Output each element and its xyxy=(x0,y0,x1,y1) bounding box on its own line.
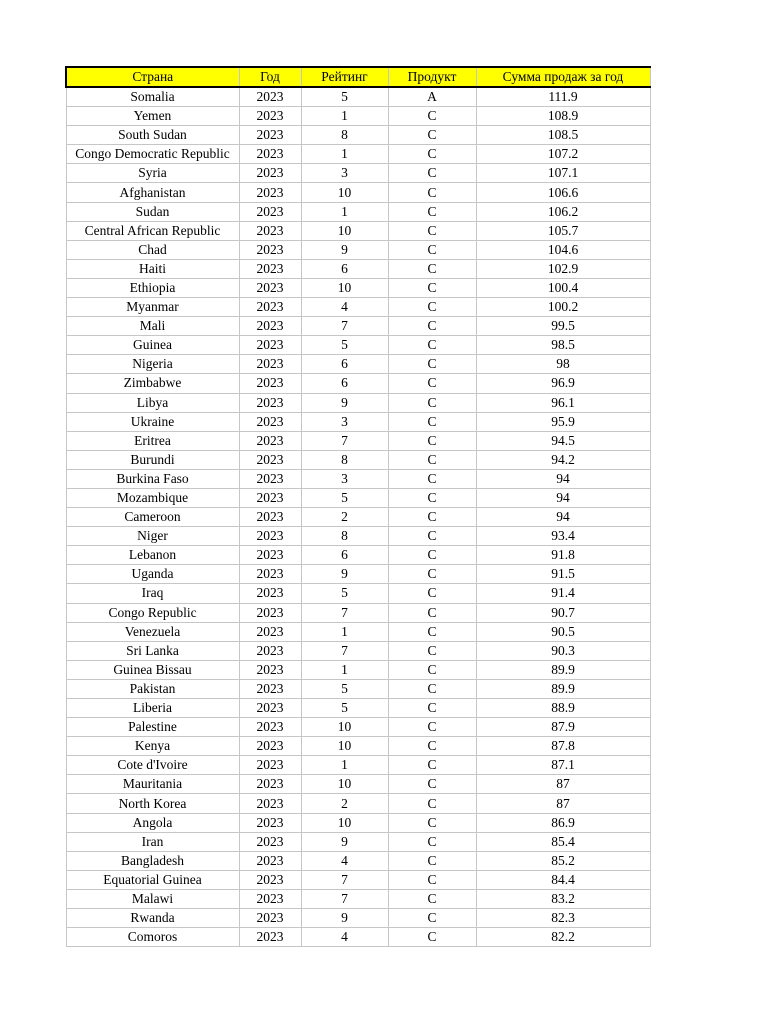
cell-year[interactable]: 2023 xyxy=(239,87,301,107)
cell-rating[interactable]: 8 xyxy=(301,527,388,546)
table-row xyxy=(66,527,650,546)
cell-rating[interactable]: 10 xyxy=(301,221,388,240)
cell-rating[interactable]: 9 xyxy=(301,393,388,412)
cell-product[interactable]: C xyxy=(388,679,476,698)
cell-rating[interactable]: 1 xyxy=(301,622,388,641)
cell-product[interactable]: C xyxy=(388,317,476,336)
cell-country[interactable]: Chad xyxy=(66,240,239,259)
cell-sales-sum[interactable]: 90.7 xyxy=(476,603,650,622)
cell-sales-sum[interactable]: 84.4 xyxy=(476,870,650,889)
cell-sales-sum[interactable]: 85.4 xyxy=(476,832,650,851)
cell-sales-sum[interactable]: 93.4 xyxy=(476,527,650,546)
cell-country[interactable]: Ethiopia xyxy=(66,278,239,297)
table-row xyxy=(66,832,650,851)
cell-sales-sum[interactable]: 89.9 xyxy=(476,679,650,698)
cell-country[interactable]: Equatorial Guinea xyxy=(66,870,239,889)
cell-rating[interactable]: 10 xyxy=(301,813,388,832)
cell-rating[interactable]: 1 xyxy=(301,145,388,164)
table-row xyxy=(66,183,650,202)
cell-year[interactable]: 2023 xyxy=(239,832,301,851)
table-row xyxy=(66,718,650,737)
cell-country[interactable]: Burundi xyxy=(66,450,239,469)
cell-product[interactable]: C xyxy=(388,221,476,240)
cell-year[interactable]: 2023 xyxy=(239,469,301,488)
cell-rating[interactable]: 7 xyxy=(301,317,388,336)
cell-sales-sum[interactable]: 91.4 xyxy=(476,584,650,603)
cell-product[interactable]: C xyxy=(388,298,476,317)
cell-product[interactable]: C xyxy=(388,699,476,718)
cell-rating[interactable]: 10 xyxy=(301,183,388,202)
cell-country[interactable]: Lebanon xyxy=(66,546,239,565)
cell-year[interactable]: 2023 xyxy=(239,298,301,317)
cell-year[interactable]: 2023 xyxy=(239,546,301,565)
cell-rating[interactable]: 5 xyxy=(301,488,388,507)
cell-year[interactable]: 2023 xyxy=(239,393,301,412)
table-row xyxy=(66,450,650,469)
cell-rating[interactable]: 7 xyxy=(301,889,388,908)
cell-product[interactable]: C xyxy=(388,909,476,928)
cell-product[interactable]: C xyxy=(388,546,476,565)
cell-country[interactable]: Iraq xyxy=(66,584,239,603)
cell-sales-sum[interactable]: 100.4 xyxy=(476,278,650,297)
cell-rating[interactable]: 8 xyxy=(301,450,388,469)
cell-rating[interactable]: 4 xyxy=(301,928,388,947)
table-row xyxy=(66,584,650,603)
cell-product[interactable]: A xyxy=(388,87,476,107)
table-row xyxy=(66,737,650,756)
table-row xyxy=(66,164,650,183)
cell-year[interactable]: 2023 xyxy=(239,889,301,908)
cell-country[interactable]: Zimbabwe xyxy=(66,374,239,393)
cell-year[interactable]: 2023 xyxy=(239,870,301,889)
cell-year[interactable]: 2023 xyxy=(239,851,301,870)
cell-country[interactable]: Bangladesh xyxy=(66,851,239,870)
table-row xyxy=(66,469,650,488)
cell-rating[interactable]: 5 xyxy=(301,699,388,718)
cell-country[interactable]: Iran xyxy=(66,832,239,851)
cell-rating[interactable]: 10 xyxy=(301,278,388,297)
cell-country[interactable]: Libya xyxy=(66,393,239,412)
cell-product[interactable]: C xyxy=(388,870,476,889)
cell-rating[interactable]: 2 xyxy=(301,794,388,813)
cell-year[interactable]: 2023 xyxy=(239,431,301,450)
cell-year[interactable]: 2023 xyxy=(239,126,301,145)
cell-sales-sum[interactable]: 82.3 xyxy=(476,909,650,928)
cell-sales-sum[interactable]: 87.1 xyxy=(476,756,650,775)
cell-country[interactable]: Liberia xyxy=(66,699,239,718)
cell-country[interactable]: Cameroon xyxy=(66,508,239,527)
cell-year[interactable]: 2023 xyxy=(239,584,301,603)
cell-rating[interactable]: 9 xyxy=(301,909,388,928)
cell-rating[interactable]: 1 xyxy=(301,660,388,679)
cell-country[interactable]: Congo Republic xyxy=(66,603,239,622)
cell-country[interactable]: Central African Republic xyxy=(66,221,239,240)
data-table xyxy=(65,66,651,947)
cell-year[interactable]: 2023 xyxy=(239,412,301,431)
cell-product[interactable]: C xyxy=(388,928,476,947)
cell-country[interactable]: Burkina Faso xyxy=(66,469,239,488)
cell-rating[interactable]: 7 xyxy=(301,431,388,450)
cell-country[interactable]: Comoros xyxy=(66,928,239,947)
cell-country[interactable]: Ukraine xyxy=(66,412,239,431)
cell-year[interactable]: 2023 xyxy=(239,164,301,183)
table-row xyxy=(66,679,650,698)
cell-country[interactable]: South Sudan xyxy=(66,126,239,145)
cell-year[interactable]: 2023 xyxy=(239,622,301,641)
cell-rating[interactable]: 5 xyxy=(301,87,388,107)
cell-product[interactable]: C xyxy=(388,622,476,641)
cell-product[interactable]: C xyxy=(388,336,476,355)
cell-rating[interactable]: 1 xyxy=(301,756,388,775)
cell-rating[interactable]: 2 xyxy=(301,508,388,527)
cell-year[interactable]: 2023 xyxy=(239,259,301,278)
cell-year[interactable]: 2023 xyxy=(239,641,301,660)
cell-year[interactable]: 2023 xyxy=(239,107,301,126)
cell-sales-sum[interactable]: 85.2 xyxy=(476,851,650,870)
table-row xyxy=(66,622,650,641)
cell-year[interactable]: 2023 xyxy=(239,660,301,679)
header-row xyxy=(66,67,650,87)
cell-sales-sum[interactable]: 91.8 xyxy=(476,546,650,565)
cell-rating[interactable]: 3 xyxy=(301,412,388,431)
cell-product[interactable]: C xyxy=(388,775,476,794)
table-row xyxy=(66,107,650,126)
cell-rating[interactable]: 6 xyxy=(301,546,388,565)
cell-rating[interactable]: 7 xyxy=(301,603,388,622)
cell-country[interactable]: Mauritania xyxy=(66,775,239,794)
cell-rating[interactable]: 6 xyxy=(301,355,388,374)
cell-year[interactable]: 2023 xyxy=(239,317,301,336)
cell-sales-sum[interactable]: 83.2 xyxy=(476,889,650,908)
table-row xyxy=(66,508,650,527)
cell-product[interactable]: C xyxy=(388,450,476,469)
table-row xyxy=(66,87,650,107)
table-row xyxy=(66,431,650,450)
cell-country[interactable]: Malawi xyxy=(66,889,239,908)
table-row xyxy=(66,546,650,565)
cell-product[interactable]: C xyxy=(388,107,476,126)
cell-rating[interactable]: 8 xyxy=(301,126,388,145)
cell-year[interactable]: 2023 xyxy=(239,221,301,240)
cell-rating[interactable]: 9 xyxy=(301,565,388,584)
cell-rating[interactable]: 6 xyxy=(301,374,388,393)
cell-sales-sum[interactable]: 108.9 xyxy=(476,107,650,126)
cell-country[interactable]: Haiti xyxy=(66,259,239,278)
cell-product[interactable]: C xyxy=(388,355,476,374)
cell-country[interactable]: Guinea Bissau xyxy=(66,660,239,679)
cell-rating[interactable]: 4 xyxy=(301,851,388,870)
cell-product[interactable]: C xyxy=(388,756,476,775)
table-row xyxy=(66,928,650,947)
cell-country[interactable]: Venezuela xyxy=(66,622,239,641)
cell-sales-sum[interactable]: 86.9 xyxy=(476,813,650,832)
cell-product[interactable]: C xyxy=(388,202,476,221)
cell-product[interactable]: C xyxy=(388,660,476,679)
cell-country[interactable]: Kenya xyxy=(66,737,239,756)
cell-rating[interactable]: 5 xyxy=(301,679,388,698)
cell-country[interactable]: Syria xyxy=(66,164,239,183)
table-row xyxy=(66,488,650,507)
cell-year[interactable]: 2023 xyxy=(239,336,301,355)
table-row xyxy=(66,240,650,259)
cell-country[interactable]: Yemen xyxy=(66,107,239,126)
cell-sales-sum[interactable]: 107.1 xyxy=(476,164,650,183)
cell-year[interactable]: 2023 xyxy=(239,183,301,202)
cell-sales-sum[interactable]: 90.5 xyxy=(476,622,650,641)
cell-sales-sum[interactable]: 108.5 xyxy=(476,126,650,145)
cell-country[interactable]: Angola xyxy=(66,813,239,832)
cell-sales-sum[interactable]: 88.9 xyxy=(476,699,650,718)
cell-sales-sum[interactable]: 111.9 xyxy=(476,87,650,107)
table-row xyxy=(66,699,650,718)
cell-year[interactable]: 2023 xyxy=(239,202,301,221)
table-row xyxy=(66,298,650,317)
header-sales-sum[interactable]: Сумма продаж за год xyxy=(476,67,650,87)
cell-sales-sum[interactable]: 104.6 xyxy=(476,240,650,259)
cell-year[interactable]: 2023 xyxy=(239,813,301,832)
cell-product[interactable]: C xyxy=(388,278,476,297)
table-row xyxy=(66,870,650,889)
cell-rating[interactable]: 1 xyxy=(301,202,388,221)
cell-country[interactable]: Mozambique xyxy=(66,488,239,507)
table-row xyxy=(66,259,650,278)
cell-year[interactable]: 2023 xyxy=(239,450,301,469)
cell-year[interactable]: 2023 xyxy=(239,527,301,546)
cell-country[interactable]: Guinea xyxy=(66,336,239,355)
table-row xyxy=(66,145,650,164)
cell-country[interactable]: Afghanistan xyxy=(66,183,239,202)
cell-country[interactable]: Eritrea xyxy=(66,431,239,450)
table-row xyxy=(66,202,650,221)
cell-rating[interactable]: 10 xyxy=(301,775,388,794)
cell-country[interactable]: Cote d'Ivoire xyxy=(66,756,239,775)
cell-rating[interactable]: 7 xyxy=(301,870,388,889)
cell-sales-sum[interactable]: 89.9 xyxy=(476,660,650,679)
cell-country[interactable]: Sudan xyxy=(66,202,239,221)
cell-sales-sum[interactable]: 102.9 xyxy=(476,259,650,278)
cell-rating[interactable]: 10 xyxy=(301,737,388,756)
cell-product[interactable]: C xyxy=(388,584,476,603)
table-row xyxy=(66,278,650,297)
cell-sales-sum[interactable]: 87 xyxy=(476,775,650,794)
table-row xyxy=(66,412,650,431)
cell-sales-sum[interactable]: 100.2 xyxy=(476,298,650,317)
cell-country[interactable]: Somalia xyxy=(66,87,239,107)
cell-rating[interactable]: 4 xyxy=(301,298,388,317)
cell-product[interactable]: C xyxy=(388,183,476,202)
cell-country[interactable]: Rwanda xyxy=(66,909,239,928)
cell-sales-sum[interactable]: 106.6 xyxy=(476,183,650,202)
cell-rating[interactable]: 5 xyxy=(301,584,388,603)
cell-product[interactable]: C xyxy=(388,374,476,393)
cell-year[interactable]: 2023 xyxy=(239,488,301,507)
cell-sales-sum[interactable]: 96.1 xyxy=(476,393,650,412)
cell-year[interactable]: 2023 xyxy=(239,699,301,718)
cell-sales-sum[interactable]: 94 xyxy=(476,488,650,507)
table-body xyxy=(66,87,650,947)
cell-year[interactable]: 2023 xyxy=(239,240,301,259)
cell-sales-sum[interactable]: 105.7 xyxy=(476,221,650,240)
header-year[interactable]: Год xyxy=(239,67,301,87)
cell-year[interactable]: 2023 xyxy=(239,909,301,928)
cell-product[interactable]: C xyxy=(388,412,476,431)
table-row xyxy=(66,336,650,355)
cell-year[interactable]: 2023 xyxy=(239,756,301,775)
header-country[interactable]: Страна xyxy=(66,67,239,87)
cell-year[interactable]: 2023 xyxy=(239,794,301,813)
cell-year[interactable]: 2023 xyxy=(239,679,301,698)
cell-rating[interactable]: 9 xyxy=(301,240,388,259)
cell-year[interactable]: 2023 xyxy=(239,508,301,527)
cell-year[interactable]: 2023 xyxy=(239,718,301,737)
cell-year[interactable]: 2023 xyxy=(239,374,301,393)
cell-product[interactable]: C xyxy=(388,565,476,584)
cell-rating[interactable]: 10 xyxy=(301,718,388,737)
cell-year[interactable]: 2023 xyxy=(239,145,301,164)
cell-sales-sum[interactable]: 94.5 xyxy=(476,431,650,450)
cell-country[interactable]: Congo Democratic Republic xyxy=(66,145,239,164)
cell-year[interactable]: 2023 xyxy=(239,603,301,622)
cell-sales-sum[interactable]: 94.2 xyxy=(476,450,650,469)
cell-year[interactable]: 2023 xyxy=(239,278,301,297)
cell-product[interactable]: C xyxy=(388,603,476,622)
header-product[interactable]: Продукт xyxy=(388,67,476,87)
cell-sales-sum[interactable]: 87.9 xyxy=(476,718,650,737)
cell-year[interactable]: 2023 xyxy=(239,775,301,794)
cell-sales-sum[interactable]: 82.2 xyxy=(476,928,650,947)
cell-country[interactable]: North Korea xyxy=(66,794,239,813)
table-row xyxy=(66,221,650,240)
table-row xyxy=(66,641,650,660)
table-row xyxy=(66,775,650,794)
cell-product[interactable]: C xyxy=(388,718,476,737)
cell-sales-sum[interactable]: 91.5 xyxy=(476,565,650,584)
table-row xyxy=(66,374,650,393)
cell-product[interactable]: C xyxy=(388,851,476,870)
cell-country[interactable]: Pakistan xyxy=(66,679,239,698)
table-row xyxy=(66,794,650,813)
table-row xyxy=(66,851,650,870)
cell-product[interactable]: C xyxy=(388,832,476,851)
cell-country[interactable]: Myanmar xyxy=(66,298,239,317)
cell-product[interactable]: C xyxy=(388,393,476,412)
cell-product[interactable]: C xyxy=(388,488,476,507)
table-row xyxy=(66,126,650,145)
table-row xyxy=(66,355,650,374)
cell-rating[interactable]: 5 xyxy=(301,336,388,355)
cell-rating[interactable]: 6 xyxy=(301,259,388,278)
cell-country[interactable]: Mali xyxy=(66,317,239,336)
cell-rating[interactable]: 9 xyxy=(301,832,388,851)
table-row xyxy=(66,565,650,584)
cell-product[interactable]: C xyxy=(388,889,476,908)
cell-rating[interactable]: 3 xyxy=(301,164,388,183)
cell-year[interactable]: 2023 xyxy=(239,565,301,584)
table-row xyxy=(66,889,650,908)
cell-rating[interactable]: 7 xyxy=(301,641,388,660)
cell-year[interactable]: 2023 xyxy=(239,928,301,947)
table-row xyxy=(66,909,650,928)
cell-country[interactable]: Sri Lanka xyxy=(66,641,239,660)
cell-product[interactable]: C xyxy=(388,259,476,278)
cell-country[interactable]: Palestine xyxy=(66,718,239,737)
cell-sales-sum[interactable]: 94 xyxy=(476,469,650,488)
cell-product[interactable]: C xyxy=(388,737,476,756)
cell-product[interactable]: C xyxy=(388,527,476,546)
cell-product[interactable]: C xyxy=(388,126,476,145)
cell-product[interactable]: C xyxy=(388,164,476,183)
cell-country[interactable]: Niger xyxy=(66,527,239,546)
cell-sales-sum[interactable]: 90.3 xyxy=(476,641,650,660)
cell-rating[interactable]: 1 xyxy=(301,107,388,126)
cell-sales-sum[interactable]: 96.9 xyxy=(476,374,650,393)
cell-sales-sum[interactable]: 106.2 xyxy=(476,202,650,221)
table-row xyxy=(66,756,650,775)
cell-sales-sum[interactable]: 107.2 xyxy=(476,145,650,164)
cell-year[interactable]: 2023 xyxy=(239,355,301,374)
cell-product[interactable]: C xyxy=(388,431,476,450)
cell-sales-sum[interactable]: 98 xyxy=(476,355,650,374)
table-row xyxy=(66,393,650,412)
cell-product[interactable]: C xyxy=(388,240,476,259)
table-row xyxy=(66,660,650,679)
cell-rating[interactable]: 3 xyxy=(301,469,388,488)
cell-product[interactable]: C xyxy=(388,813,476,832)
cell-sales-sum[interactable]: 94 xyxy=(476,508,650,527)
cell-year[interactable]: 2023 xyxy=(239,737,301,756)
cell-product[interactable]: C xyxy=(388,469,476,488)
cell-country[interactable]: Nigeria xyxy=(66,355,239,374)
cell-product[interactable]: C xyxy=(388,145,476,164)
table-row xyxy=(66,813,650,832)
cell-sales-sum[interactable]: 87 xyxy=(476,794,650,813)
header-rating[interactable]: Рейтинг xyxy=(301,67,388,87)
cell-product[interactable]: C xyxy=(388,794,476,813)
table-row xyxy=(66,603,650,622)
cell-sales-sum[interactable]: 98.5 xyxy=(476,336,650,355)
cell-product[interactable]: C xyxy=(388,641,476,660)
cell-sales-sum[interactable]: 87.8 xyxy=(476,737,650,756)
cell-sales-sum[interactable]: 95.9 xyxy=(476,412,650,431)
cell-sales-sum[interactable]: 99.5 xyxy=(476,317,650,336)
table-row xyxy=(66,317,650,336)
cell-product[interactable]: C xyxy=(388,508,476,527)
cell-country[interactable]: Uganda xyxy=(66,565,239,584)
